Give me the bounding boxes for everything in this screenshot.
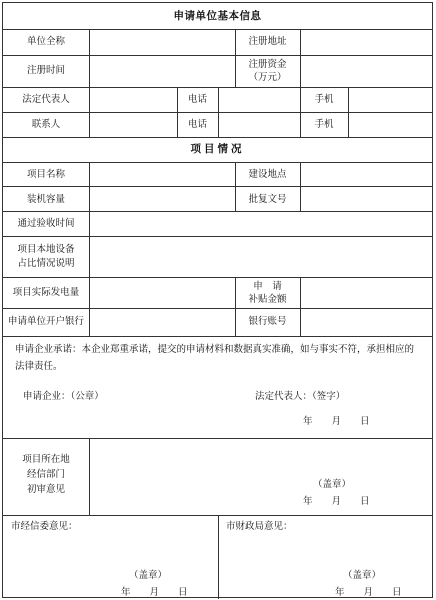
legal-rep-signature-line: 法定代表人：（签字） xyxy=(255,391,346,402)
label-bank: 申请单位开户银行 xyxy=(7,316,84,327)
label-local-equipment-1: 项目本地设备 xyxy=(17,244,75,255)
col-divider xyxy=(300,162,301,211)
label-approval-doc-no: 批复文号 xyxy=(248,194,287,205)
label-construction-site: 建设地点 xyxy=(248,169,287,180)
col-divider xyxy=(300,29,301,87)
row-divider xyxy=(3,186,432,187)
commitment-text: 申请企业承诺：本企业郑重承诺，提交的申请材料和数据真实准确，如与事实不符，承担相应的法律责任。 xyxy=(15,344,415,372)
col-divider xyxy=(218,515,219,599)
row-divider xyxy=(3,55,432,56)
review-dept-label-2: 经信部门 xyxy=(26,469,65,480)
section-title-project: 项目情况 xyxy=(190,143,245,155)
label-project-name: 项目名称 xyxy=(26,169,65,180)
row-divider xyxy=(3,162,432,163)
econ-committee-seal: （盖章） xyxy=(129,570,168,581)
col-divider xyxy=(348,87,349,137)
application-form xyxy=(2,2,433,598)
review-dept-label-3: 初审意见 xyxy=(26,484,65,495)
label-acceptance-time: 通过验收时间 xyxy=(17,218,75,229)
finance-bureau-opinion-label: 市财政局意见： xyxy=(226,521,293,532)
col-divider xyxy=(300,277,301,336)
col-divider xyxy=(89,438,90,515)
section-title-basic-info: 申请单位基本信息 xyxy=(173,10,262,22)
label-actual-generation: 项目实际发电量 xyxy=(12,287,80,298)
label-contact-person: 联系人 xyxy=(31,119,61,130)
row-divider xyxy=(3,137,432,138)
label-registered-capital-1: 注册资金 xyxy=(248,59,287,70)
label-legal-representative: 法定代表人 xyxy=(22,94,70,105)
label-registered-address: 注册地址 xyxy=(248,36,287,47)
econ-committee-date: 年 月 日 xyxy=(121,587,188,598)
label-registered-time: 注册时间 xyxy=(26,65,65,76)
col-divider xyxy=(218,87,219,137)
label-mobile-1: 手机 xyxy=(314,94,334,105)
finance-bureau-seal: （盖章） xyxy=(343,570,382,581)
row-divider xyxy=(3,236,432,237)
label-local-equipment-2: 占比情况说明 xyxy=(17,258,75,269)
label-phone-1: 电话 xyxy=(187,94,207,105)
label-subsidy-2: 补贴金额 xyxy=(248,294,287,305)
company-seal-line: 申请企业：（公章） xyxy=(23,391,104,402)
row-divider xyxy=(3,308,432,309)
row-divider xyxy=(3,336,432,337)
review-seal: （盖章） xyxy=(313,479,352,490)
row-divider xyxy=(3,438,432,439)
label-unit-full-name: 单位全称 xyxy=(26,36,65,47)
label-phone-2: 电话 xyxy=(187,119,207,130)
row-divider xyxy=(3,277,432,278)
row-divider xyxy=(3,29,432,30)
commitment-date: 年 月 日 xyxy=(303,416,370,427)
finance-bureau-date: 年 月 日 xyxy=(335,587,402,598)
col-divider xyxy=(89,29,90,137)
label-installed-capacity: 装机容量 xyxy=(26,194,65,205)
row-divider xyxy=(3,211,432,212)
col-divider xyxy=(89,162,90,336)
label-subsidy-1: 申 请 xyxy=(253,281,282,292)
review-date: 年 月 日 xyxy=(303,496,370,507)
label-bank-account: 银行账号 xyxy=(248,316,287,327)
review-dept-label-1: 项目所在地 xyxy=(22,454,70,465)
econ-committee-opinion-label: 市经信委意见： xyxy=(11,521,78,532)
label-registered-capital-2: （万元） xyxy=(248,72,287,83)
label-mobile-2: 手机 xyxy=(314,119,334,130)
